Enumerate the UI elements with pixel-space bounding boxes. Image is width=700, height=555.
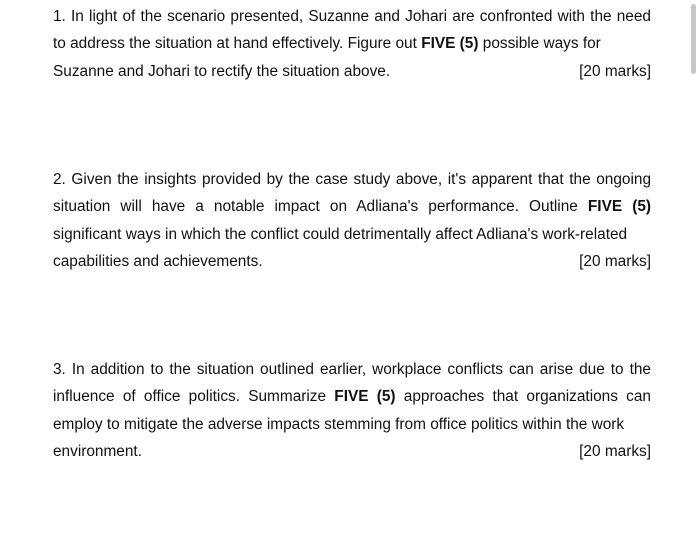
question-2-body xyxy=(53,166,651,248)
question-2-last-text: capabilities and achievements. xyxy=(53,252,263,270)
question-3-marks: [20 marks] xyxy=(579,442,651,460)
question-2-marks: [20 marks] xyxy=(579,252,651,270)
question-2-emphasis: FIVE (5) xyxy=(587,198,652,216)
question-1-emphasis: FIVE (5) xyxy=(421,35,479,53)
question-1-last-text: Suzanne and Johari to rectify the situation above. xyxy=(53,62,391,80)
question-1-last-line xyxy=(53,58,651,85)
question-2-last-line xyxy=(53,248,651,275)
question-3-last-text: environment. xyxy=(53,442,142,460)
question-2 xyxy=(53,166,651,275)
question-1-tail: possible ways for xyxy=(478,35,601,53)
vertical-scrollbar[interactable] xyxy=(691,4,696,74)
question-3-body xyxy=(53,356,651,438)
question-3 xyxy=(53,356,651,465)
question-1-marks: [20 marks] xyxy=(579,62,651,80)
question-2-lead: 2. Given the insights provided by the case study above, it's apparent that the ongoing situation will have a notable impact on Adliana's performance. Outline xyxy=(53,171,651,216)
question-1-body xyxy=(53,3,651,58)
question-3-lead: 3. In addition to the situation outlined earlier, workplace conflicts can arise due to the influence of office politics. Summarize xyxy=(53,361,651,406)
question-2-tail: significant ways in which the conflict could detrimentally affect Adliana's work-related xyxy=(53,225,628,243)
question-3-tail: approaches that organizations can employ to mitigate the adverse impacts stemming from office politics within the work xyxy=(53,388,651,433)
question-1-lead: 1. In light of the scenario presented, Suzanne and Johari are confronted with the need to address the situation at hand effectively. Figure out xyxy=(53,8,651,53)
question-1 xyxy=(53,3,651,85)
question-3-last-line xyxy=(53,438,651,465)
question-3-emphasis: FIVE (5) xyxy=(334,388,396,406)
